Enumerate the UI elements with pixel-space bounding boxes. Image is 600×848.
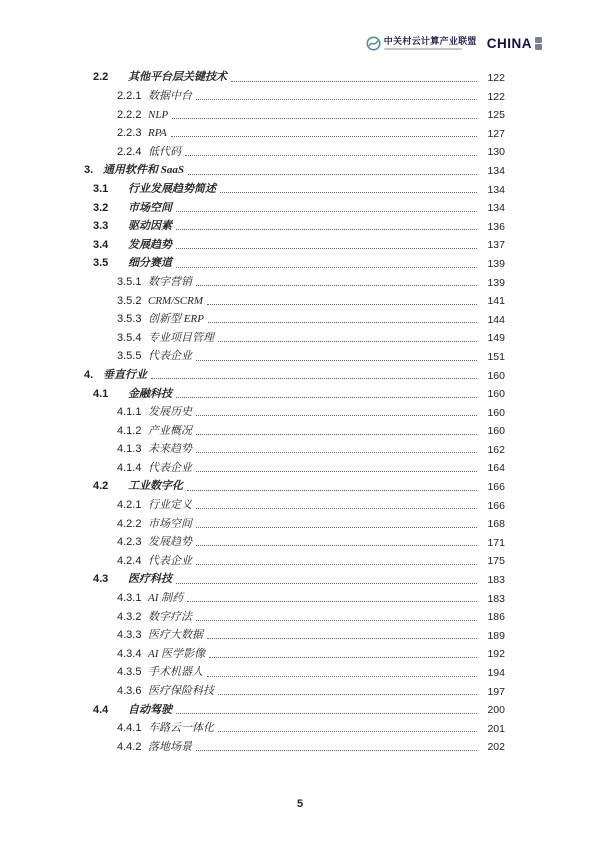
toc-entry[interactable] xyxy=(84,364,600,383)
toc-entry[interactable] xyxy=(93,233,600,252)
toc-entry-page: 144 xyxy=(487,313,505,326)
toc-entry-page: 162 xyxy=(487,443,505,456)
toc-entry-number: 4.4 xyxy=(93,703,109,716)
toc-entry-page: 139 xyxy=(487,257,505,270)
toc-entry-title: 数字营销 xyxy=(148,275,192,288)
toc-leader-dots xyxy=(151,378,477,379)
toc-entry-page: 186 xyxy=(487,611,505,624)
toc-entry-title: NLP xyxy=(148,108,169,121)
toc-entry[interactable] xyxy=(117,680,600,699)
toc-leader-dots xyxy=(196,471,477,472)
toc-leader-dots xyxy=(207,304,477,305)
toc-entry-number: 2.2 xyxy=(93,71,109,84)
toc-entry-title: 代表企业 xyxy=(148,461,192,474)
toc-entry-title: AI 医学影像 xyxy=(148,647,206,660)
toc-entry[interactable] xyxy=(117,605,600,624)
toc-entry-number: 3. xyxy=(84,164,94,177)
toc-entry[interactable] xyxy=(117,345,600,364)
toc-entry[interactable] xyxy=(117,85,600,104)
toc-entry-title: 落地场景 xyxy=(148,740,192,753)
toc-entry-number: 4.2.2 xyxy=(117,517,142,530)
toc-leader-dots xyxy=(218,694,477,695)
toc-leader-dots xyxy=(172,118,477,119)
toc-entry-page: 125 xyxy=(487,109,505,122)
toc-entry-title: AI 制药 xyxy=(148,592,184,605)
toc-entry-title: 医疗保险科技 xyxy=(148,685,214,697)
toc-leader-dots xyxy=(196,620,477,621)
toc-entry-page: 183 xyxy=(487,574,505,587)
toc-leader-dots xyxy=(185,155,477,156)
toc-entry-title: 医疗科技 xyxy=(128,573,172,586)
toc-entry-page: 134 xyxy=(487,164,505,177)
toc-leader-dots xyxy=(187,490,477,491)
toc-entry[interactable] xyxy=(117,642,600,661)
toc-entry[interactable] xyxy=(93,568,600,587)
toc-entry-number: 3.5.4 xyxy=(117,331,142,344)
toc-entry-number: 4.3.1 xyxy=(117,592,142,605)
toc-entry-page: 175 xyxy=(487,555,505,568)
toc-entry-page: 137 xyxy=(487,239,505,252)
toc-entry-title: 产业概况 xyxy=(148,424,192,437)
toc-entry-number: 4.3.4 xyxy=(117,647,142,660)
toc-entry-title: 行业发展趋势简述 xyxy=(128,182,216,195)
toc-entry-page: 171 xyxy=(487,536,505,549)
page-header xyxy=(366,36,542,51)
toc-entry-page: 130 xyxy=(487,146,505,159)
swirl-icon xyxy=(366,36,381,51)
toc-entry-title: 发展趋势 xyxy=(128,238,172,251)
toc-entry-title: 垂直行业 xyxy=(103,368,147,381)
toc-entry-title: 自动驾驶 xyxy=(128,703,172,716)
toc-entry-title: 通用软件和 SaaS xyxy=(103,164,184,177)
toc-entry-number: 3.5.1 xyxy=(117,275,142,288)
toc-entry-number: 4.2.3 xyxy=(117,536,142,549)
page-number: 5 xyxy=(296,798,304,810)
toc-entry-title: 数字疗法 xyxy=(148,610,192,623)
toc-entry[interactable] xyxy=(93,215,600,234)
china-logo-text: CHINA xyxy=(486,36,532,51)
toc-entry-number: 4.1.3 xyxy=(117,443,142,456)
toc-entry-title: 创新型 ERP xyxy=(148,313,204,326)
toc-entry-page: 122 xyxy=(487,90,505,103)
toc-entry-title: 代表企业 xyxy=(148,350,192,363)
toc-entry-title: 市场空间 xyxy=(148,517,192,530)
toc-leader-dots xyxy=(196,415,477,416)
toc-entry[interactable] xyxy=(117,103,600,122)
toc-entry-page: 189 xyxy=(487,629,505,642)
toc-leader-dots xyxy=(176,211,477,212)
toc-entry[interactable] xyxy=(93,475,600,494)
toc-entry-title: 发展趋势 xyxy=(148,536,192,549)
china-logo xyxy=(487,36,542,51)
toc-entry-number: 4.2 xyxy=(93,480,109,493)
toc-leader-dots xyxy=(171,136,477,137)
toc-entry[interactable] xyxy=(93,252,600,271)
toc-entry[interactable] xyxy=(93,698,600,717)
toc-leader-dots xyxy=(196,434,477,435)
toc-entry-number: 3.5.2 xyxy=(117,294,142,307)
toc-entry[interactable] xyxy=(117,438,600,457)
toc-entry[interactable] xyxy=(117,549,600,568)
toc-entry-number: 2.2.2 xyxy=(117,108,142,121)
toc-entry[interactable] xyxy=(84,159,600,178)
toc-entry-number: 4.3 xyxy=(93,573,109,586)
toc-leader-dots xyxy=(220,192,477,193)
toc-entry[interactable] xyxy=(93,196,600,215)
toc-entry[interactable] xyxy=(117,140,600,159)
toc-entry[interactable] xyxy=(117,717,600,736)
toc-entry-page: 164 xyxy=(487,462,505,475)
toc-leader-dots xyxy=(196,508,477,509)
toc-entry[interactable] xyxy=(93,66,600,85)
toc-entry-page: 166 xyxy=(487,481,505,494)
toc-entry-page: 134 xyxy=(487,202,505,215)
toc-leader-dots xyxy=(196,99,477,100)
toc-leader-dots xyxy=(176,229,477,230)
toc-entry-page: 160 xyxy=(487,425,505,438)
toc-entry[interactable] xyxy=(117,735,600,754)
alliance-logo-text: 中关村云计算产业联盟 xyxy=(383,36,477,47)
toc-entry[interactable] xyxy=(93,178,600,197)
toc-entry-page: 122 xyxy=(487,72,505,84)
toc-leader-dots xyxy=(176,713,477,714)
toc-leader-dots xyxy=(208,322,477,323)
toc-leader-dots xyxy=(176,397,477,398)
toc-entry-page: 192 xyxy=(487,648,505,661)
toc-entry-title: 金融科技 xyxy=(128,387,172,400)
toc-entry-page: 127 xyxy=(487,127,505,140)
toc-entry-page: 202 xyxy=(487,741,505,754)
toc-entry-page: 200 xyxy=(487,704,505,717)
toc-entry-page: 149 xyxy=(487,332,505,345)
toc-entry[interactable] xyxy=(117,419,600,438)
toc-entry[interactable] xyxy=(117,271,600,290)
toc-entry-page: 166 xyxy=(487,499,505,512)
toc-entry-title: 其他平台层关键技术 xyxy=(128,71,227,84)
toc-entry-page: 201 xyxy=(487,722,505,735)
toc-entry[interactable] xyxy=(117,587,600,606)
toc-entry-number: 4.1.1 xyxy=(117,406,142,419)
toc-entry[interactable] xyxy=(117,531,600,550)
toc-leader-dots xyxy=(196,750,477,751)
toc-entry-number: 4.4.2 xyxy=(117,740,142,753)
toc-entry-number: 4. xyxy=(84,368,94,381)
toc-entry-title: 工业数字化 xyxy=(128,480,183,493)
page-footer xyxy=(0,794,600,812)
toc-entry[interactable] xyxy=(117,308,600,327)
toc-entry-page: 160 xyxy=(487,388,505,401)
toc-entry-number: 3.4 xyxy=(93,238,109,251)
toc-leader-dots xyxy=(218,341,477,342)
toc-entry-page: 151 xyxy=(487,350,505,363)
alliance-logo-subtext-bar xyxy=(384,48,462,50)
toc-entry[interactable] xyxy=(93,382,600,401)
toc-entry-title: 市场空间 xyxy=(128,201,172,214)
toc-entry-title: 数据中台 xyxy=(148,90,192,102)
toc-entry-title: 车路云一体化 xyxy=(148,722,214,735)
toc-entry-page: 194 xyxy=(487,667,505,679)
table-of-contents xyxy=(0,66,600,754)
toc-entry-number: 4.4.1 xyxy=(117,722,142,735)
toc-entry-page: 168 xyxy=(487,518,505,531)
toc-entry-number: 4.3.3 xyxy=(117,629,142,642)
toc-leader-dots xyxy=(196,452,477,453)
toc-entry-title: 细分赛道 xyxy=(128,257,172,270)
toc-leader-dots xyxy=(196,285,477,286)
toc-entry-number: 3.5.3 xyxy=(117,313,142,326)
toc-entry-number: 4.1.2 xyxy=(117,424,142,437)
toc-entry-title: 专业项目管理 xyxy=(148,331,214,344)
toc-entry-title: 医疗大数据 xyxy=(148,629,203,642)
toc-entry-number: 4.1 xyxy=(93,387,109,400)
toc-entry-page: 141 xyxy=(487,295,505,308)
toc-entry-number: 4.3.2 xyxy=(117,610,142,623)
toc-leader-dots xyxy=(187,601,477,602)
toc-entry-page: 160 xyxy=(487,369,505,382)
toc-entry-page: 160 xyxy=(487,406,505,419)
toc-entry[interactable] xyxy=(117,661,600,680)
toc-entry[interactable] xyxy=(117,401,600,420)
toc-entry-number: 4.3.6 xyxy=(117,685,142,697)
toc-entry-title: RPA xyxy=(148,127,167,140)
toc-leader-dots xyxy=(196,527,477,528)
toc-leader-dots xyxy=(209,657,477,658)
toc-entry-page: 183 xyxy=(487,592,505,605)
toc-entry[interactable] xyxy=(117,326,600,345)
toc-entry[interactable] xyxy=(117,456,600,475)
toc-entry-title: 低代码 xyxy=(148,145,181,158)
toc-entry-title: 行业定义 xyxy=(148,499,192,512)
china-logo-seal-icon xyxy=(535,36,542,51)
toc-leader-dots xyxy=(188,174,477,175)
toc-leader-dots xyxy=(218,731,477,732)
toc-entry-number: 4.2.4 xyxy=(117,554,142,567)
toc-entry-number: 4.1.4 xyxy=(117,461,142,474)
toc-entry[interactable] xyxy=(117,512,600,531)
toc-leader-dots xyxy=(176,583,477,584)
toc-entry-number: 2.2.1 xyxy=(117,90,142,102)
alliance-logo xyxy=(366,36,477,51)
toc-entry-number: 2.2.3 xyxy=(117,127,142,140)
toc-entry[interactable] xyxy=(117,624,600,643)
toc-entry-page: 197 xyxy=(487,685,505,698)
toc-entry-title: CRM/SCRM xyxy=(148,294,203,307)
toc-entry-page: 139 xyxy=(487,276,505,289)
toc-entry-number: 3.1 xyxy=(93,182,109,195)
toc-entry-title: 手术机器人 xyxy=(148,666,203,679)
toc-leader-dots xyxy=(176,248,477,249)
toc-entry-page: 134 xyxy=(487,183,505,196)
toc-entry-title: 代表企业 xyxy=(148,554,192,567)
toc-entry-number: 2.2.4 xyxy=(117,145,142,158)
toc-entry-number: 4.3.5 xyxy=(117,666,142,679)
toc-leader-dots xyxy=(207,638,477,639)
toc-leader-dots xyxy=(196,545,477,546)
toc-entry-title: 驱动因素 xyxy=(128,220,172,233)
toc-entry-page: 136 xyxy=(487,220,505,233)
toc-entry-number: 3.5 xyxy=(93,257,109,270)
toc-entry[interactable] xyxy=(117,122,600,141)
toc-entry-number: 4.2.1 xyxy=(117,499,142,512)
toc-leader-dots xyxy=(176,267,477,268)
toc-entry-number: 3.5.5 xyxy=(117,350,142,363)
toc-entry[interactable] xyxy=(117,494,600,513)
toc-entry-title: 未来趋势 xyxy=(148,443,192,456)
toc-leader-dots xyxy=(196,564,477,565)
toc-entry[interactable] xyxy=(117,289,600,308)
toc-entry-number: 3.3 xyxy=(93,220,109,233)
toc-entry-title: 发展历史 xyxy=(148,406,192,419)
toc-leader-dots xyxy=(207,676,477,677)
toc-leader-dots xyxy=(196,360,477,361)
toc-leader-dots xyxy=(231,81,477,82)
toc-entry-number: 3.2 xyxy=(93,201,109,214)
